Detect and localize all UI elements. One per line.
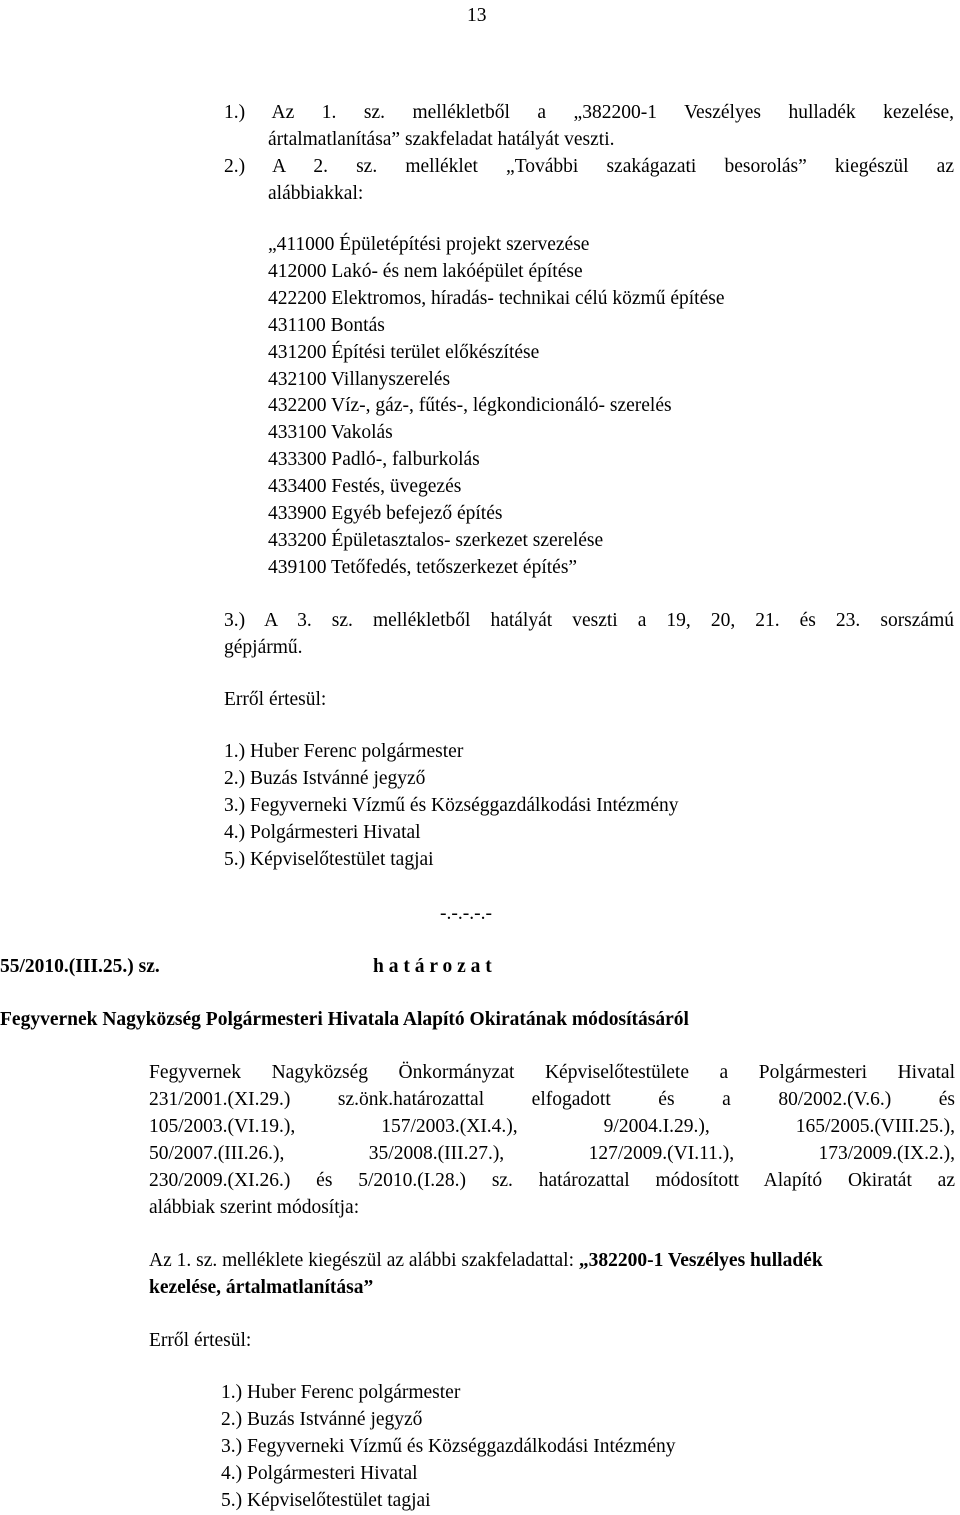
item2-line2: alábbiakkal: <box>268 183 364 204</box>
list-item: 431200 Építési terület előkészítése <box>268 341 540 363</box>
list-item: 432200 Víz-, gáz-, fűtés-, légkondicionáló- szerelés <box>268 395 672 417</box>
list-item: 2.) Buzás Istvánné jegyző <box>221 1408 423 1430</box>
list-item: 4.) Polgármesteri Hivatal <box>224 821 421 843</box>
list-item: 431100 Bontás <box>268 314 385 336</box>
resolution-number: 55/2010.(III.25.) sz. <box>0 956 160 977</box>
list-item: 433200 Épületasztalos- szerkezet szerelése <box>268 529 604 551</box>
list-item: 439100 Tetőfedés, tetőszerkezet építés” <box>268 556 578 578</box>
list-item: 1.) Huber Ferenc polgármester <box>221 1382 461 1403</box>
list-item: 5.) Képviselőtestület tagjai <box>224 848 434 870</box>
list-item: 432100 Villanyszerelés <box>268 368 451 390</box>
list-item: 3.) Fegyverneki Vízmű és Községgazdálkodási Intézmény <box>224 794 679 816</box>
activity-list <box>268 232 725 582</box>
list-item: 3.) Fegyverneki Vízmű és Községgazdálkodási Intézmény <box>221 1435 676 1457</box>
item3-line1: 3.) A 3. sz. mellékletből hatályát veszti a 19, 20, 21. és 23. sorszámú <box>224 610 954 631</box>
amendment-bold-1: „382200-1 Veszélyes hulladék <box>578 1250 823 1271</box>
list-item: 422200 Elektromos, híradás- technikai célú közmű építése <box>268 287 725 309</box>
item1-line2: ártalmatlanítása” szakfeladat hatályát veszti. <box>268 129 615 150</box>
list-item: 433300 Padló-, falburkolás <box>268 449 480 471</box>
body-line-5: 230/2009.(XI.26.) és 5/2010.(I.28.) sz. határozattal módosított Alapító Okiratát az <box>149 1170 955 1191</box>
list-item: 1.) Huber Ferenc polgármester <box>224 741 464 762</box>
notify-list-2 <box>221 1380 676 1515</box>
list-item: 5.) Képviselőtestület tagjai <box>221 1489 431 1511</box>
body-line-1: Fegyvernek Nagyközség Önkormányzat Képviselőtestülete a Polgármesteri Hivatal <box>149 1062 955 1083</box>
amendment-line1 <box>149 1247 823 1274</box>
notify-list-1 <box>224 739 679 874</box>
body-line-6: alábbiak szerint módosítja: <box>149 1197 360 1218</box>
item1-line1: 1.) Az 1. sz. mellékletből a „382200-1 Veszélyes hulladék kezelése, <box>224 102 954 123</box>
item3-line2: gépjármű. <box>224 637 303 658</box>
body-line-2: 231/2001.(XI.29.) sz.önk.határozattal elfogadott és a 80/2002.(V.6.) és <box>149 1089 955 1110</box>
body-line-4: 50/2007.(III.26.), 35/2008.(III.27.), 127/2009.(VI.11.), 173/2009.(IX.2.), <box>149 1143 955 1164</box>
list-item: „411000 Épületépítési projekt szervezése <box>268 234 590 255</box>
notify-label-1: Erről értesül: <box>224 689 327 710</box>
body-line-3: 105/2003.(VI.19.), 157/2003.(XI.4.), 9/2004.I.29.), 165/2005.(VIII.25.), <box>149 1116 955 1137</box>
resolution-word: h a t á r o z a t <box>373 956 492 977</box>
notify-label-2: Erről értesül: <box>149 1330 252 1351</box>
list-item: 2.) Buzás Istvánné jegyző <box>224 767 426 789</box>
list-item: 433100 Vakolás <box>268 422 393 444</box>
page-number: 13 <box>467 5 487 26</box>
list-item: 412000 Lakó- és nem lakóépület építése <box>268 260 583 282</box>
amendment-line2: kezelése, ártalmatlanítása” <box>149 1277 374 1298</box>
item2-line1: 2.) A 2. sz. melléklet „További szakágazati besorolás” kiegészül az <box>224 156 954 177</box>
list-item: 433900 Egyéb befejező építés <box>268 503 503 525</box>
amendment-prefix: Az 1. sz. melléklete kiegészül az alábbi szakfeladattal: <box>149 1250 579 1271</box>
separator: -.-.-.-.- <box>440 903 492 924</box>
list-item: 433400 Festés, üvegezés <box>268 476 462 498</box>
list-item: 4.) Polgármesteri Hivatal <box>221 1462 418 1484</box>
resolution-title: Fegyvernek Nagyközség Polgármesteri Hivatala Alapító Okiratának módosításáról <box>0 1009 689 1030</box>
